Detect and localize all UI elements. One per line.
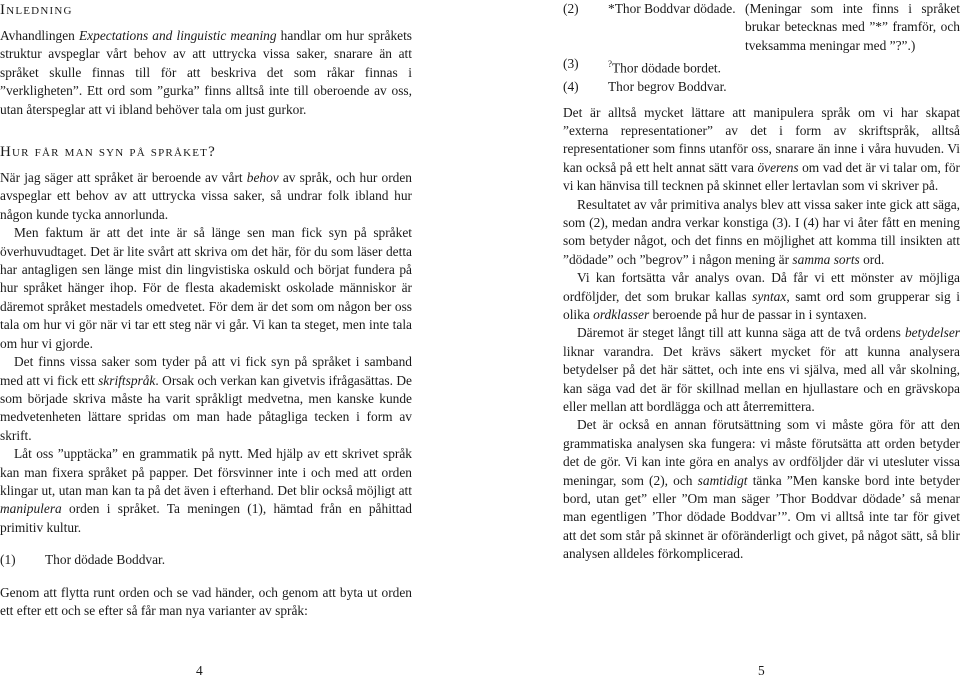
example-number: (3): [563, 56, 579, 72]
text-run: Vi kan fortsätta vår analys ovan. Då får vi ett mönster av möjliga ordföljder, det som brukar kallas: [563, 270, 960, 304]
page-number-left: 4: [196, 663, 203, 678]
intro-paragraph: [0, 27, 412, 119]
emphasis: ordklasser: [593, 306, 650, 322]
example-sentence: [608, 55, 745, 78]
emphasis: samtidigt: [697, 472, 748, 488]
book-title: Expectations and linguistic meaning: [79, 28, 277, 43]
text-run: , samt ord som grupperar sig i olika: [563, 288, 960, 322]
text-run: av språk, och hur orden avspeglar ett behov av att uttrycka vissa saker, så undrar folk ibland hur någon kunde tycka annorlunda.: [0, 170, 412, 222]
section-paragraph-3: [0, 353, 412, 445]
sentence-text: Thor dödade bordet.: [612, 60, 721, 76]
section-paragraph-4: [0, 445, 412, 537]
emphasis: behov: [246, 170, 279, 186]
text-run: Låt oss ”upptäcka” en grammatik på nytt. Med hjälp av ett skrivet språk kan man fixera språket på papper. Det försvinner inte i och med att orden klingar ut, utan man kan ta på det även i efterhand. Det blir också möjligt att: [0, 446, 412, 498]
example-sentence: Thor begrov Boddvar.: [608, 79, 727, 95]
text-run: tänka ”Men kanske bord inte betyder bord, utan get” eller ”Om man säger ’Thor Boddvar dödade’ så menar man egentligen ’Thor dödade Boddvar’”. Om vi alltså inte tar för givet att det som står på skinnet är oföränderligt och givet, på något sätt, så blir analysen alldeles förkomplicerad.: [563, 472, 960, 562]
text-run: liknar varandra. Det krävs säkert mycket för att kunna analysera betydelser på det här sättet, och inte ens vi själva, med all vår skolning, kan säga vad det är för skillnad mellan en hjullastare och en grävskopa eller mellan att bordlägga och att återremittera.: [563, 343, 960, 414]
right-page: [563, 0, 960, 564]
example-number: (4): [563, 79, 579, 95]
emphasis: överens: [757, 159, 799, 175]
text-run: Resultatet av vår primitiva analys blev att vissa saker inte gick att säga, som (2), medan andra verkar konstiga (3). I (4) har vi åter fått en mening som betyder något, och det finns en möjlighet att komma till insikten att ”dödade” och ”begrov” i någon mening är: [563, 196, 960, 267]
section-paragraph-2: Men faktum är att det inte är så länge sen man fick syn på språket överhuvudtaget. Det är lite svårt att skriva om det här, för du som läser detta har antagligen sen länge mist din lingvistiska oskuld och börjat fundera på hur språket hänger ihop. För de flesta akademiskt oskolade människor är däremot språket mestadels omedvetet. För dem är det som om någon ber oss tala om hur vi gör när vi tar ett steg när vi går. Vi kan ta steget, men inte tala om hur vi gjorde.: [0, 225, 412, 351]
example-number: (2): [563, 1, 579, 16]
section-heading-intro: Inledning: [0, 2, 73, 18]
text-run: Det är också en annan förutsättning som vi måste göra för att den grammatiska analysen ska fungera: vi måste förutsätta att orden betyder det de gör. Vi kan inte göra en analys av ordföljder där vi utesluter vissa meningar, som (2), och: [563, 417, 960, 488]
text-run: orden i språket. Ta meningen (1), hämtad från en påhittad primitiv kultur.: [0, 501, 412, 535]
example-sentence: Thor dödade Boddvar.: [45, 552, 166, 568]
text-run: beroende på hur de passar in i syntaxen.: [649, 306, 867, 322]
text-run: . Orsak och verkan kan givetvis ifrågasättas. De som började skriva måste ha varit språkligt medvetna, men kanske kunde medvetenheten lättare spridas om man hade påtagliga tecken i form av skrift.: [0, 372, 412, 443]
example-list: [563, 0, 960, 97]
text-run: ord.: [859, 251, 885, 267]
emphasis: syntax: [752, 288, 787, 304]
right-paragraph-2: [563, 196, 960, 270]
questionable-marker: ?: [608, 59, 612, 70]
text-run: Det är alltså mycket lättare att manipulera språk om vi har skapat ”externa representationer” av det i form av skriftspråk, alltså representationer som finns utanför oss, snarare än inne i våra huvuden. Vi kan också på ett helt annat sätt vara: [563, 104, 960, 175]
emphasis: manipulera: [0, 501, 62, 517]
emphasis: betydelser: [904, 325, 960, 341]
text-run: handlar om hur språkets struktur avspeglar vårt behov av att uttrycka vissa saker, snarare än att språket skulle finnas till för att beskriva det som råkar finnas i ”verkligheten”. Ett ord som ”gurka” finns alltså inte till oberoende av oss, utan återspeglar att vi ibland behöver tala om just gurkor.: [0, 28, 413, 117]
right-paragraph-5: [563, 416, 960, 563]
right-paragraph-4: [563, 324, 960, 416]
example-4: [563, 78, 960, 96]
text-run: Däremot är steget långt till att kunna säga att de två ordens: [577, 325, 905, 341]
example-3: [563, 55, 960, 78]
emphasis: samma sorts: [792, 251, 860, 267]
section-heading-syn: Hur får man syn på språket?: [0, 144, 216, 161]
closing-paragraph: Genom att flytta runt orden och se vad händer, och genom att byta ut orden ett efter ett och se efter så får man nya varianter av språk:: [0, 584, 412, 618]
page-number-right: 5: [758, 663, 765, 678]
example-1: [0, 551, 412, 569]
text-run: Avhandlingen: [0, 28, 79, 43]
example-note: (Meningar som inte finns i språket brukar betecknas med ”*” framför, och tveksamma meningar med ”?”.): [745, 1, 960, 53]
example-sentence: *Thor Boddvar dödade.: [608, 1, 736, 16]
right-paragraph-3: [563, 269, 960, 324]
example-2: [563, 0, 960, 55]
emphasis: skriftspråk: [98, 372, 156, 388]
text-run: När jag säger att språket är beroende av vårt: [0, 170, 247, 186]
example-number: (1): [0, 552, 16, 568]
section-paragraph-1: [0, 169, 412, 224]
left-page: [0, 0, 412, 620]
text-run: om vad det är vi talar om, för vi kan hänvisa till tecknen på skinnet eller lertavlan som vi skriver på.: [563, 159, 960, 194]
text-run: Det finns vissa saker som tyder på att vi fick syn på språket i samband med att vi fick ett: [0, 354, 412, 388]
right-paragraph-1: [563, 104, 960, 196]
